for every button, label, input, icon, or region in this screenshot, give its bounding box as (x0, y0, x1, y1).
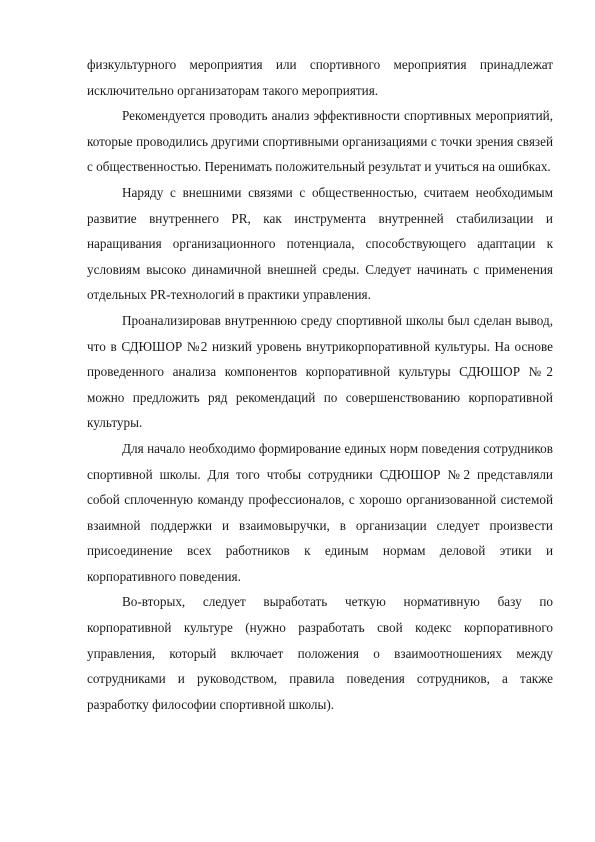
paragraph-internal-pr: Наряду с внешними связями с общественностью, считаем необходимым развитие внутреннего PR, как инструмента внутренней стабилизации и наращивания организационного потенциала, способствующего адаптации к условиям высоко динамичной внешней среды. Следует начинать с применения отдельных PR-технологий в практики управления. (87, 184, 553, 303)
paragraph-norms: Для начало необходимо формирование единых норм поведения сотрудников спортивной школы. Для того чтобы сотрудники СДЮШОР №2 представляли собой сплоченную команду профессионалов, с хорошо организованной системой взаимной поддержки и взаимовыручки, в организации следует произвести присоединение всех работников к единым нормам деловой этики и корпоративного поведения. (87, 440, 553, 584)
paragraph-continuation: физкультурного мероприятия или спортивного мероприятия принадлежат исключительно организаторам такого мероприятия. (87, 57, 553, 98)
document-body (87, 52, 553, 717)
paragraph-recommend-analysis: Рекомендуется проводить анализ эффективности спортивных мероприятий, которые проводились другими спортивными организациями с точки зрения связей с общественностью. Перенимать положительный результат и учиться на ошибках. (87, 108, 553, 175)
paragraph-internal-environment: Проанализировав внутреннюю среду спортивной школы был сделан вывод, что в СДЮШОР №2 низкий уровень внутрикорпоративной культуры. На основе проведенного анализа компонентов корпоративной культуры СДЮШОР №2 можно предложить ряд рекомендаций по совершенствованию корпоративной культуры. (87, 312, 553, 431)
paragraph-normative-base: Во-вторых, следует выработать четкую нормативную базу по корпоративной культуре (нужно разработать свой кодекс корпоративного управления, который включает положения о взаимоотношениях между сотрудниками и руководством, правила поведения сотрудников, а также разработку философии спортивной школы). (87, 594, 553, 712)
